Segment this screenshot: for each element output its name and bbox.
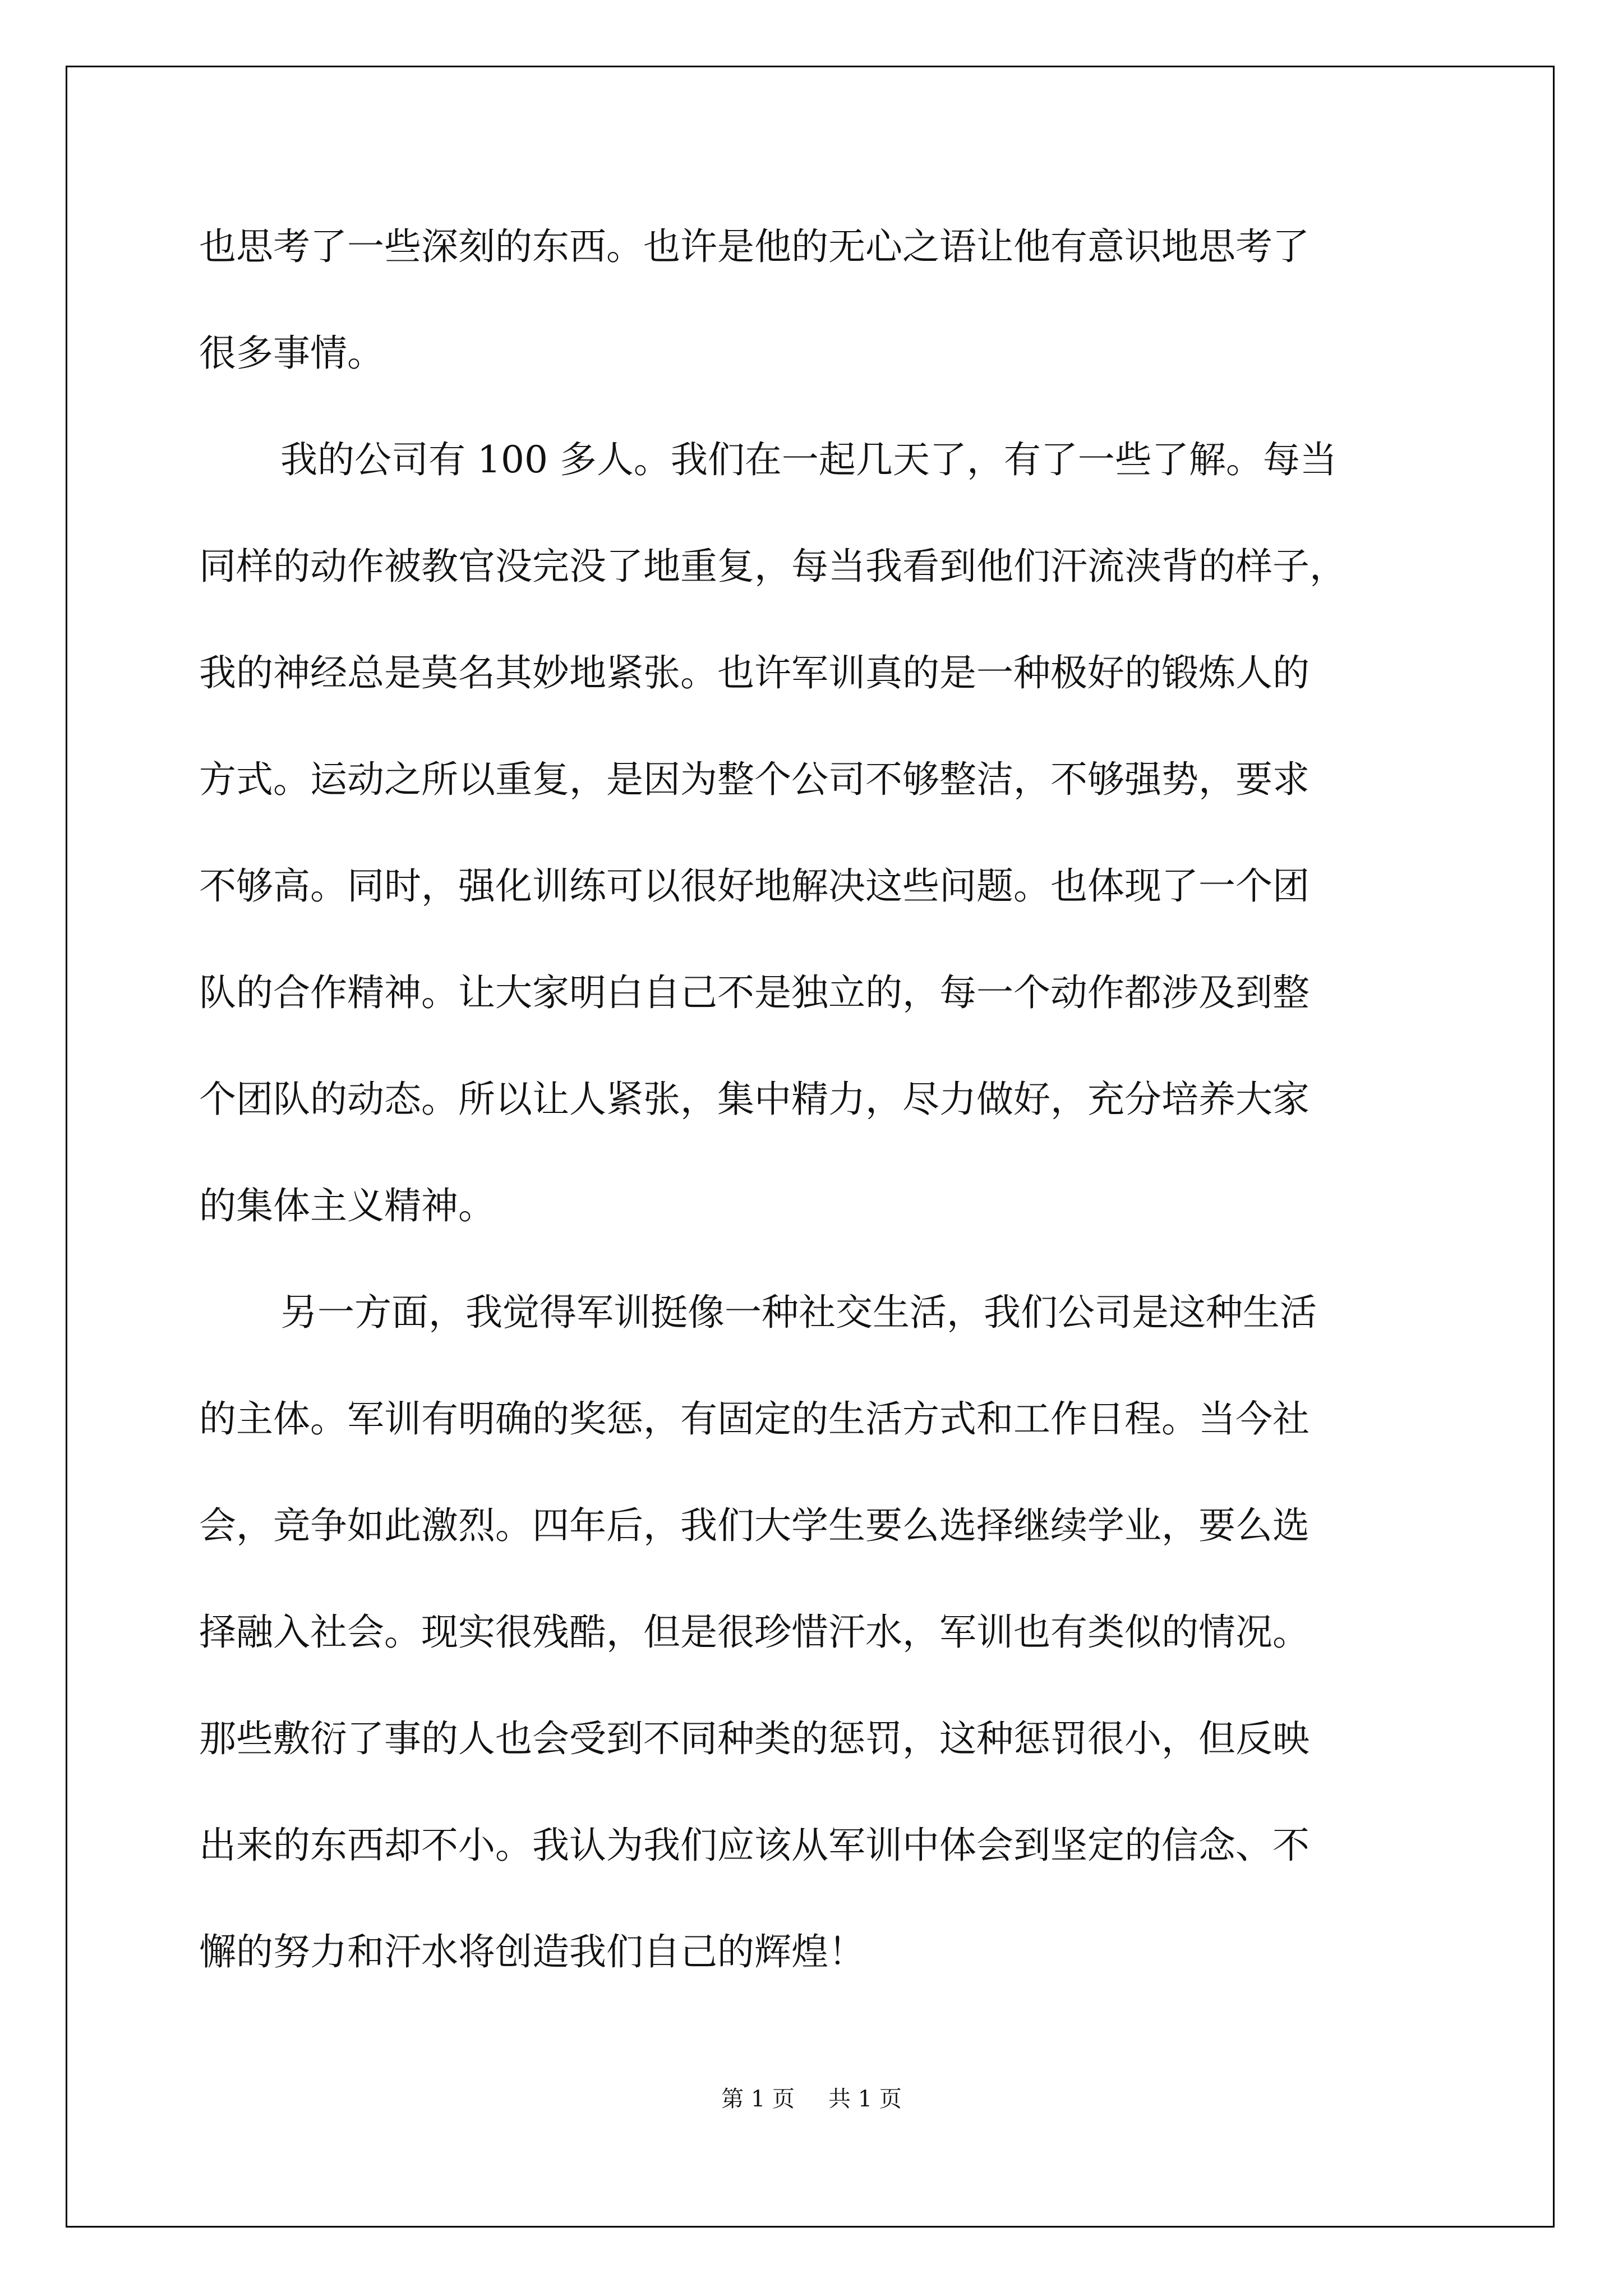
text-line: 同样的动作被教官没完没了地重复，每当我看到他们汗流浃背的样子， [199, 545, 1347, 588]
text-line: 很多事情。 [199, 332, 384, 375]
text-line: 不够高。同时，强化训练可以很好地解决这些问题。也体现了一个团 [199, 864, 1310, 908]
text-line: 个团队的动态。所以让人紧张，集中精力，尽力做好，充分培养大家 [199, 1078, 1310, 1121]
text-line: 也思考了一些深刻的东西。也许是他的无心之语让他有意识地思考了 [199, 225, 1310, 268]
text-line: 那些敷衍了事的人也会受到不同种类的惩罚，这种惩罚很小，但反映 [199, 1717, 1310, 1760]
text-line: 懈的努力和汗水将创造我们自己的辉煌！ [199, 1930, 865, 1973]
text-line: 择融入社会。现实很残酷，但是很珍惜汗水，军训也有类似的情况。 [199, 1611, 1310, 1654]
page-footer [0, 2085, 1623, 2113]
page-border [66, 66, 1555, 2228]
page-total: 共 1 页 [828, 2086, 902, 2112]
text-line: 队的合作精神。让大家明白自己不是独立的，每一个动作都涉及到整 [199, 971, 1310, 1014]
text-line: 出来的东西却不小。我认为我们应该从军训中体会到坚定的信念、不 [199, 1824, 1310, 1867]
text-line: 的集体主义精神。 [199, 1184, 495, 1227]
text-line: 方式。运动之所以重复，是因为整个公司不够整洁，不够强势，要求 [199, 758, 1310, 801]
text-line: 的主体。军训有明确的奖惩，有固定的生活方式和工作日程。当今社 [199, 1397, 1310, 1441]
page-number: 第 1 页 [721, 2086, 795, 2112]
paragraph-start-line: 另一方面，我觉得军训挺像一种社交生活，我们公司是这种生活 [280, 1291, 1317, 1334]
text-line: 我的神经总是莫名其妙地紧张。也许军训真的是一种极好的锻炼人的 [199, 651, 1310, 694]
text-line: 会，竞争如此激烈。四年后，我们大学生要么选择继续学业，要么选 [199, 1504, 1310, 1547]
paragraph-start-line: 我的公司有 100 多人。我们在一起几天了，有了一些了解。每当 [280, 438, 1337, 481]
